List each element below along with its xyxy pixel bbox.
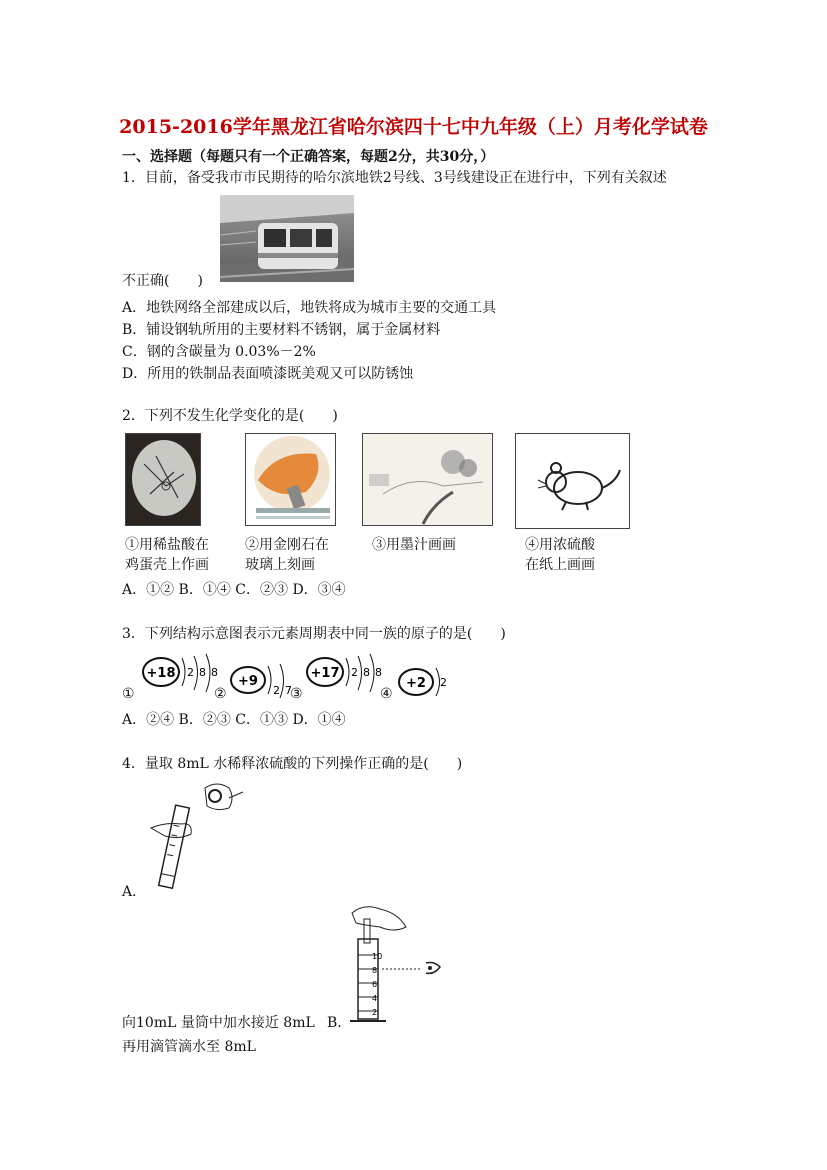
atom-1-shell-1: 2 — [187, 666, 194, 679]
atom-3-diagram — [304, 652, 384, 696]
caption-4-line2: 在纸上画画 — [525, 557, 595, 573]
atom-3-shell-3: 8 — [375, 666, 382, 679]
option-a-note-line1: 向10mL 量筒中加水接近 8mL — [122, 1015, 315, 1031]
ink-painting-image — [362, 433, 493, 526]
cylinder-tick-8: 8 — [372, 966, 378, 975]
question-4-option-b: B． — [327, 1015, 352, 1031]
atom-3-nucleus: +17 — [310, 666, 340, 681]
atom-4-shell-1: 2 — [440, 676, 447, 689]
atom-1-shell-2: 8 — [199, 666, 206, 679]
cylinder-tick-4: 4 — [372, 994, 378, 1003]
caption-1-line2: 鸡蛋壳上作画 — [125, 557, 209, 573]
question-3-stem: 3．下列结构示意图表示元素周期表中同一族的原子的是( ) — [122, 626, 506, 642]
cylinder-tick-2: 2 — [372, 1008, 378, 1017]
caption-2-line2: 玻璃上刻画 — [245, 557, 315, 573]
question-1-option-b: B．铺设钢轨所用的主要材料不锈钢，属于金属材料 — [122, 322, 441, 338]
question-4-stem: 4．量取 8mL 水稀释浓硫酸的下列操作正确的是( ) — [122, 756, 463, 772]
caption-1-line1: ①用稀盐酸在 — [125, 537, 209, 553]
subway-train-photo — [220, 195, 354, 282]
question-1-option-a: A．地铁网络全部建成以后，地铁将成为城市主要的交通工具 — [122, 300, 497, 316]
question-1-option-c: C．钢的含碳量为 0.03%－2% — [122, 344, 316, 360]
atom-1-shell-3: 8 — [211, 666, 218, 679]
atom-2-label: ② — [214, 686, 227, 702]
atom-3-shell-1: 2 — [351, 666, 358, 679]
section-heading: 一、选择题（每题只有一个正确答案，每题2分，共30分，） — [122, 149, 495, 165]
question-1-stem: 1．目前，备受我市市民期待的哈尔滨地铁2号线、3号线建设正在进行中，下列有关叙述 — [122, 170, 667, 186]
caption-3-line1: ③用墨汁画画 — [372, 537, 456, 553]
atom-4-nucleus: +2 — [406, 676, 426, 691]
atom-1-diagram — [140, 652, 220, 696]
question-1-option-d: D．所用的铁制品表面喷漆既美观又可以防锈蚀 — [122, 366, 414, 382]
question-3-answers: A．②④ B．②③ C．①③ D．①④ — [122, 712, 346, 728]
cylinder-tick-6: 6 — [372, 980, 378, 989]
question-2-stem: 2．下列不发生化学变化的是( ) — [122, 408, 338, 424]
option-a-note-line2: 再用滴管滴水至 8mL — [122, 1039, 256, 1055]
atom-1-nucleus: +18 — [146, 666, 176, 681]
caption-4-line1: ④用浓硫酸 — [525, 537, 595, 553]
sulfuric-acid-mouse-image — [515, 433, 630, 529]
atom-2-shell-2: 7 — [285, 684, 292, 697]
atom-2-shell-1: 2 — [273, 684, 280, 697]
page-title: 2015-2016学年黑龙江省哈尔滨四十七中九年级（上）月考化学试卷 — [119, 116, 708, 138]
question-2-answers: A．①② B．①④ C．②③ D．③④ — [122, 582, 346, 598]
atom-1-label: ① — [122, 686, 135, 702]
atom-3-label: ③ — [290, 686, 303, 702]
atom-3-shell-2: 8 — [363, 666, 370, 679]
atom-4-diagram — [396, 664, 448, 704]
eggshell-drawing-image — [125, 433, 201, 526]
atom-4-label: ④ — [380, 686, 393, 702]
graduated-cylinder-image — [350, 903, 450, 1027]
atom-2-diagram — [228, 662, 294, 702]
cylinder-tick-10: 10 — [372, 952, 383, 961]
pouring-into-cylinder-image — [145, 778, 245, 896]
diamond-glass-image — [245, 433, 336, 526]
atom-2-nucleus: +9 — [238, 674, 258, 689]
question-1-stem-end: 不正确( ) — [122, 273, 203, 289]
question-4-option-a: A． — [122, 884, 147, 900]
caption-2-line1: ②用金刚石在 — [245, 537, 329, 553]
